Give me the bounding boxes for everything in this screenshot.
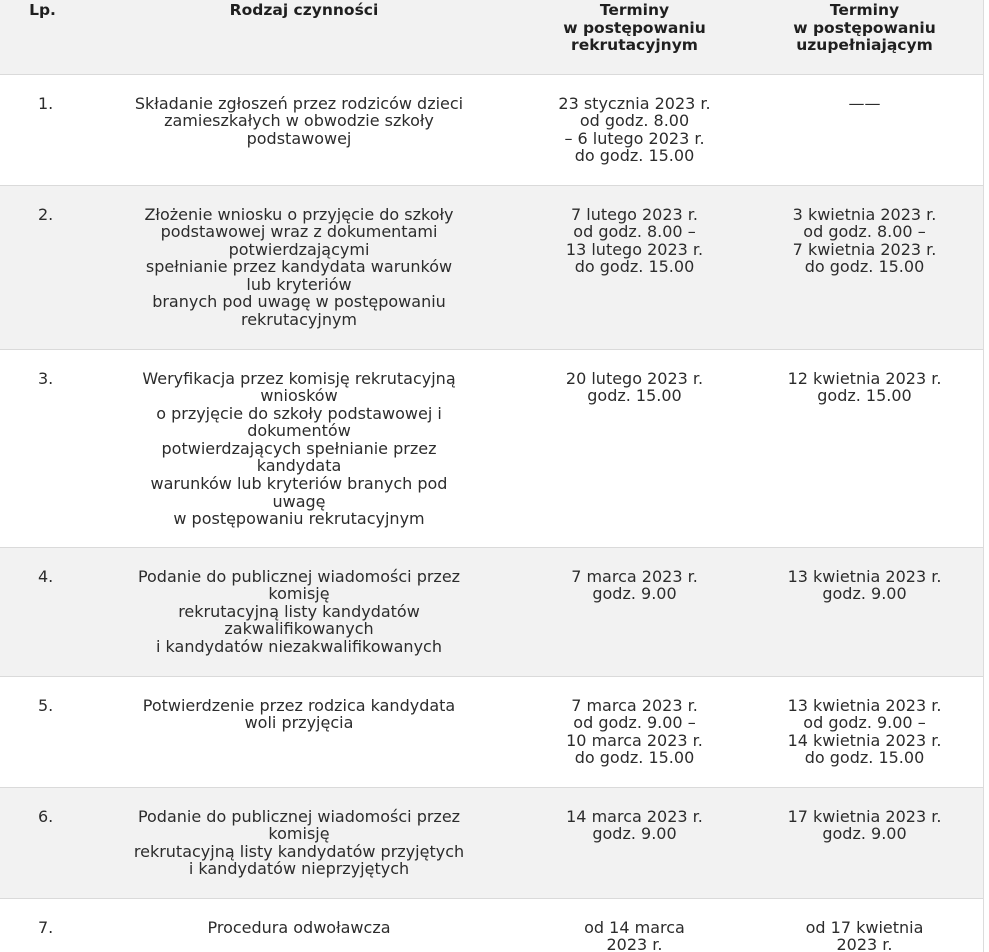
rekrutacyjne-date-line: 23 stycznia 2023 r. bbox=[558, 93, 711, 113]
header-rekrutacyjne-line: Terminy bbox=[599, 1, 670, 19]
activity-line: rekrutacyjną listy kandydatów przyjętych bbox=[133, 841, 465, 861]
activity-line: kandydata bbox=[256, 456, 342, 476]
rekrutacyjne-date-line: do godz. 15.00 bbox=[574, 257, 695, 277]
header-row bbox=[0, 0, 983, 74]
table-row bbox=[0, 787, 983, 898]
activity-line: zamieszkałych w obwodzie szkoły bbox=[164, 111, 434, 131]
activity-line: Złożenie wniosku o przyjęcie do szkoły bbox=[144, 204, 454, 224]
rekrutacyjne-date-line: od godz. 8.00 bbox=[579, 111, 690, 131]
activity-line: komisję bbox=[268, 824, 330, 844]
header-num: Lp. bbox=[29, 1, 56, 19]
activity-line: Podanie do publicznej wiadomości przez bbox=[137, 806, 461, 826]
activity-line: i kandydatów niezakwalifikowanych bbox=[156, 636, 442, 656]
rekrutacyjne-date-line: od 14 marca bbox=[584, 917, 685, 937]
activity-cell bbox=[85, 74, 523, 185]
uzupelniajace-date-cell bbox=[746, 74, 983, 185]
activity-line: dokumentów bbox=[247, 421, 351, 441]
activity-line: Składanie zgłoszeń przez rodziców dzieci bbox=[134, 93, 464, 113]
header-rekrutacyjne-line: w postępowaniu bbox=[563, 18, 706, 37]
rekrutacyjne-date-line: godz. 9.00 bbox=[592, 824, 677, 844]
activity-line: Procedura odwoławcza bbox=[207, 917, 391, 937]
header-uzupelniajace-line: uzupełniającym bbox=[796, 36, 933, 54]
uzupelniajace-date-line: 13 kwietnia 2023 r. bbox=[787, 566, 942, 586]
row-number: 4. bbox=[38, 566, 54, 586]
activity-cell bbox=[85, 185, 523, 349]
uzupelniajace-date-line: 3 kwietnia 2023 r. bbox=[792, 204, 937, 224]
activity-line: lub kryteriów bbox=[246, 274, 352, 294]
uzupelniajace-date-line: godz. 9.00 bbox=[822, 584, 907, 604]
rekrutacyjne-date-line: 14 marca 2023 r. bbox=[566, 806, 703, 826]
uzupelniajace-date-cell bbox=[746, 547, 983, 676]
uzupelniajace-date-line: 7 kwietnia 2023 r. bbox=[792, 239, 937, 259]
activity-cell bbox=[85, 349, 523, 547]
uzupelniajace-date-line: od godz. 8.00 – bbox=[803, 222, 926, 242]
activity-line: zakwalifikowanych bbox=[224, 619, 374, 639]
row-number: 1. bbox=[38, 93, 54, 113]
table-row bbox=[0, 898, 983, 952]
uzupelniajace-date-line: —— bbox=[848, 93, 881, 113]
activity-line: rekrutacyjnym bbox=[240, 310, 358, 330]
rekrutacyjne-date-line: 7 lutego 2023 r. bbox=[571, 204, 698, 224]
uzupelniajace-date-cell bbox=[746, 676, 983, 787]
table-row bbox=[0, 349, 983, 547]
activity-line: podstawowej bbox=[246, 128, 352, 148]
uzupelniajace-date-line: godz. 15.00 bbox=[817, 386, 912, 406]
activity-line: w postępowaniu rekrutacyjnym bbox=[173, 509, 425, 529]
rekrutacyjne-date-cell bbox=[523, 898, 746, 952]
activity-line: o przyjęcie do szkoły podstawowej i bbox=[156, 403, 442, 423]
uzupelniajace-date-line: 14 kwietnia 2023 r. bbox=[787, 730, 942, 750]
uzupelniajace-date-cell bbox=[746, 898, 983, 952]
rekrutacyjne-date-line: – 6 lutego 2023 r. bbox=[564, 128, 705, 148]
header-uzupelniajace-line: w postępowaniu bbox=[793, 18, 936, 37]
table-row bbox=[0, 676, 983, 787]
activity-line: warunków lub kryteriów branych pod bbox=[150, 474, 448, 494]
activity-line: Podanie do publicznej wiadomości przez bbox=[137, 566, 461, 586]
uzupelniajace-date-line: 17 kwietnia 2023 r. bbox=[787, 806, 942, 826]
rekrutacyjne-date-line: 10 marca 2023 r. bbox=[566, 730, 703, 750]
rekrutacyjne-date-line: do godz. 15.00 bbox=[574, 146, 695, 166]
rekrutacyjne-date-line: 13 lutego 2023 r. bbox=[565, 239, 704, 259]
rekrutacyjne-date-cell bbox=[523, 185, 746, 349]
uzupelniajace-date-line: 2023 r. bbox=[836, 935, 893, 952]
activity-line: uwagę bbox=[272, 491, 326, 511]
rekrutacyjne-date-line: od godz. 9.00 – bbox=[573, 713, 696, 733]
uzupelniajace-date-cell bbox=[746, 349, 983, 547]
row-number: 5. bbox=[38, 695, 54, 715]
activity-cell bbox=[85, 787, 523, 898]
activity-line: Potwierdzenie przez rodzica kandydata bbox=[142, 695, 456, 715]
activity-line: branych pod uwagę w postępowaniu bbox=[152, 292, 446, 312]
header-uzupelniajace bbox=[746, 0, 983, 74]
activity-line: komisję bbox=[268, 584, 330, 604]
rekrutacyjne-date-line: do godz. 15.00 bbox=[574, 748, 695, 768]
rekrutacyjne-date-cell bbox=[523, 74, 746, 185]
rekrutacyjne-date-line: 7 marca 2023 r. bbox=[571, 566, 698, 586]
table-body bbox=[0, 74, 983, 952]
rekrutacyjne-date-line: 7 marca 2023 r. bbox=[571, 695, 698, 715]
rekrutacyjne-date-cell bbox=[523, 676, 746, 787]
header-uzupelniajace-line: Terminy bbox=[829, 1, 900, 19]
table-row bbox=[0, 185, 983, 349]
uzupelniajace-date-cell bbox=[746, 787, 983, 898]
rekrutacyjne-date-line: godz. 9.00 bbox=[592, 584, 677, 604]
table-header bbox=[0, 0, 983, 74]
header-rekrutacyjne bbox=[523, 0, 746, 74]
activity-line: i kandydatów nieprzyjętych bbox=[188, 859, 410, 879]
uzupelniajace-date-line: do godz. 15.00 bbox=[804, 257, 925, 277]
table-row bbox=[0, 547, 983, 676]
uzupelniajace-date-line: od 17 kwietnia bbox=[805, 917, 924, 937]
rekrutacyjne-date-cell bbox=[523, 787, 746, 898]
uzupelniajace-date-line: 13 kwietnia 2023 r. bbox=[787, 695, 942, 715]
activity-line: wniosków bbox=[260, 386, 338, 406]
rekrutacyjne-date-line: 2023 r. bbox=[606, 935, 663, 952]
activity-line: potwierdzającymi bbox=[228, 239, 370, 259]
row-number: 2. bbox=[38, 204, 54, 224]
row-number: 7. bbox=[38, 917, 54, 937]
uzupelniajace-date-line: do godz. 15.00 bbox=[804, 748, 925, 768]
header-activity: Rodzaj czynności bbox=[229, 1, 379, 19]
rekrutacyjne-date-line: 20 lutego 2023 r. bbox=[565, 368, 704, 388]
uzupelniajace-date-line: od godz. 9.00 – bbox=[803, 713, 926, 733]
uzupelniajace-date-line: 12 kwietnia 2023 r. bbox=[787, 368, 942, 388]
activity-cell bbox=[85, 898, 523, 952]
activity-line: spełnianie przez kandydata warunków bbox=[145, 257, 453, 277]
uzupelniajace-date-cell bbox=[746, 185, 983, 349]
row-number: 3. bbox=[38, 368, 54, 388]
uzupelniajace-date-line: godz. 9.00 bbox=[822, 824, 907, 844]
activity-cell bbox=[85, 547, 523, 676]
activity-line: rekrutacyjną listy kandydatów bbox=[178, 601, 420, 621]
rekrutacyjne-date-line: godz. 15.00 bbox=[587, 386, 682, 406]
rekrutacyjne-date-line: od godz. 8.00 – bbox=[573, 222, 696, 242]
header-rekrutacyjne-line: rekrutacyjnym bbox=[571, 36, 698, 54]
activity-cell bbox=[85, 676, 523, 787]
activity-line: Weryfikacja przez komisję rekrutacyjną bbox=[142, 368, 456, 388]
rekrutacyjne-date-cell bbox=[523, 349, 746, 547]
rekrutacyjne-date-cell bbox=[523, 547, 746, 676]
row-number: 6. bbox=[38, 806, 54, 826]
activity-line: potwierdzających spełnianie przez bbox=[161, 438, 437, 458]
activity-line: podstawowej wraz z dokumentami bbox=[160, 222, 438, 242]
table-row bbox=[0, 74, 983, 185]
activity-line: woli przyjęcia bbox=[244, 713, 354, 733]
scroll-edge bbox=[983, 0, 984, 952]
